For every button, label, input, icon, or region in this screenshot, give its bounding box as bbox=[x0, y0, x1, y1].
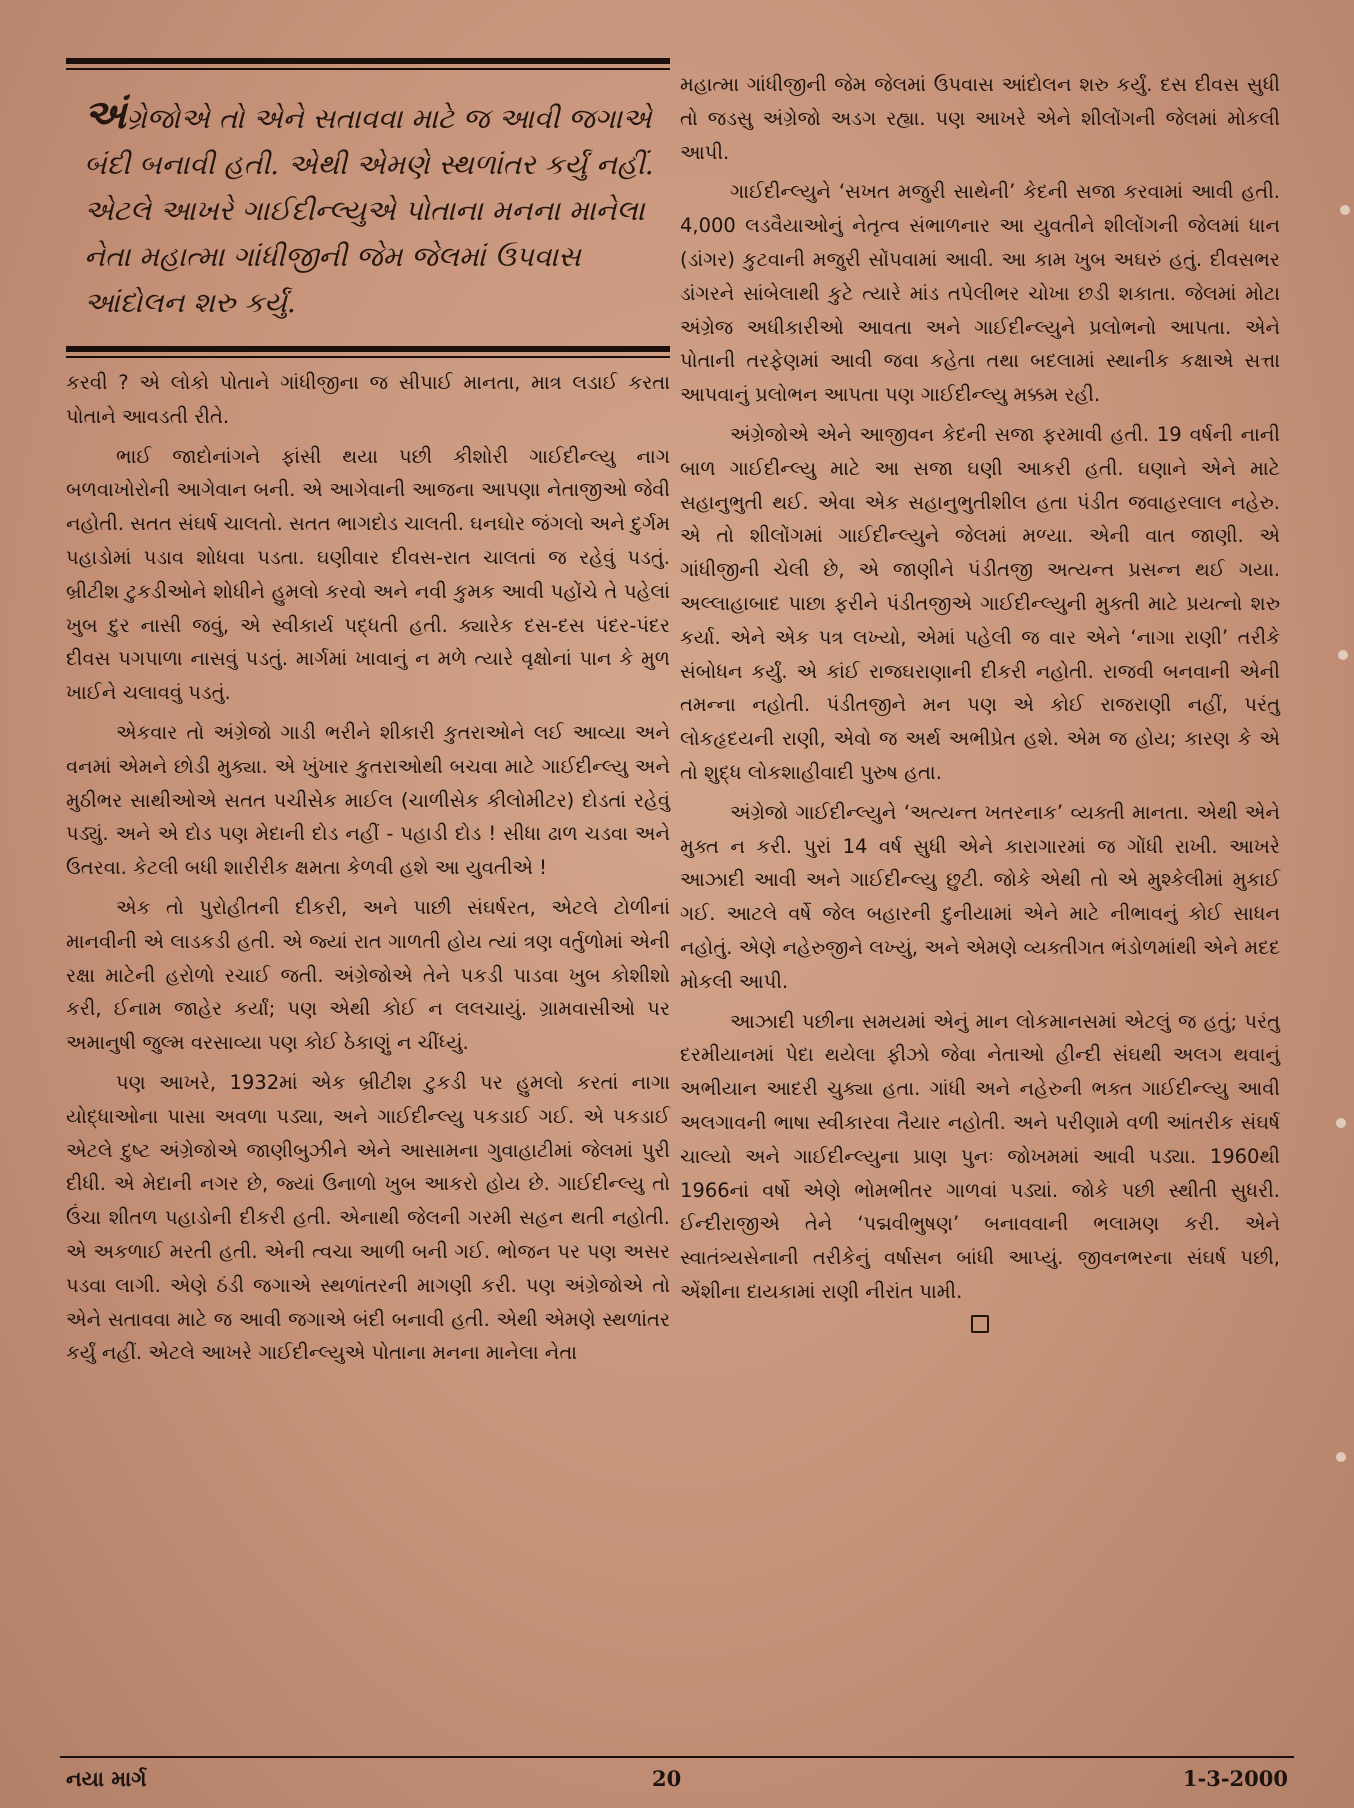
right-paragraph-5: આઝાદી પછીના સમયમાં એનું માન લોકમાનસમાં એટલું જ હતું; પરંતુ દરમીયાનમાં પેદા થયેલા ફીઝો જેવા નેતાઓ હીન્દી સંઘથી અલગ થવાનું અભીયાન આદરી ચુક્યા હતા. ગાંધી અને નહેરુની ભક્ત ગાઈદીન્લ્યુ આવી અલગાવની ભાષા સ્વીકારવા તૈયાર નહોતી. અને પરીણામે વળી આંતરીક સંઘર્ષ ચાલ્યો અને ગાઈદીન્લ્યુના પ્રાણ પુનઃ જોખમમાં આવી પડ્યા. 1960થી 1966નાં વર્ષો એણે ભોમભીતર ગાળવાં પડ્યાં. જોકે પછી સ્થીતી સુધરી. ઈન્દીરાજીએ તેને ‘પદ્મવીભુષણ’ બનાવવાની ભલામણ કરી. એને સ્વાતંત્ર્યસેનાની તરીકેનું વર્ષાસન બાંધી આપ્યું. જીવનભરના સંઘર્ષ પછી, એંશીના દાયકામાં રાણી નીરાંત પામી. bbox=[680, 1009, 1280, 1303]
paper-tear-mark bbox=[1336, 1118, 1346, 1128]
pull-quote bbox=[66, 70, 670, 346]
right-paragraph-2: ગાઈદીન્લ્યુને ‘સખત મજુરી સાથેની’ કેદની સજા કરવામાં આવી હતી. 4,000 લડવૈયાઓનું નેતૃત્વ સંભાળનાર આ યુવતીને શીલોંગની જેલમાં ધાન (ડાંગર) કુટવાની મજુરી સોંપવામાં આવી. આ કામ ખુબ અઘરું હતું. દીવસભર ડાંગરને સાંબેલાથી કુટે ત્યારે માંડ તપેલીભર ચોખા છડી શકાતા. જેલમાં મોટા અંગ્રેજ અધીકારીઓ આવતા અને ગાઈદીન્લ્યુને પ્રલોભનો આપતા. એને પોતાની તરફેણમાં આવી જવા કહેતા તથા બદલામાં સ્થાનીક કક્ષાએ સત્તા આપવાનું પ્રલોભન આપતા પણ ગાઈદીન્લ્યુ મક્કમ રહી. bbox=[680, 180, 1280, 407]
pull-quote-dropcap: અં bbox=[84, 91, 127, 138]
left-paragraph-2: ભાઈ જાદોનાંગને ફાંસી થયા પછી કીશોરી ગાઈદીન્લ્યુ નાગ બળવાખોરોની આગેવાન બની. એ આગેવાની આજના આપણા નેતાજીઓ જેવી નહોતી. સતત સંઘર્ષ ચાલતો. સતત ભાગદોડ ચાલતી. ઘનઘોર જંગલો અને દુર્ગમ પહાડોમાં પડાવ શોધવા પડતા. ઘણીવાર દીવસ-રાત ચાલતાં જ રહેવું પડતું. બ્રીટીશ ટુકડીઓને શોધીને હુમલો કરવો અને નવી કુમક આવી પહોંચે તે પહેલાં ખુબ દુર નાસી જવું, એ સ્વીકાર્ય પદ્ધતી હતી. ક્યારેક દસ-દસ પંદર-પંદર દીવસ પગપાળા નાસવું પડતું. માર્ગમાં ખાવાનું ન મળે ત્યારે વૃક્ષોનાં પાન કે મુળ ખાઈને ચલાવવું પડતું. bbox=[66, 444, 670, 705]
pull-quote-text: ગ્રેજોએ તો એને સતાવવા માટે જ આવી જગાએ બંદી બનાવી હતી. એથી એમણે સ્થળાંતર કર્યું નહીં. એટલે આખરે ગાઈદીન્લ્યુએ પોતાના મનના માનેલા નેતા મહાત્મા ગાંધીજીની જેમ જેલમાં ઉપવાસ આંદોલન શરુ કર્યું. bbox=[84, 102, 654, 319]
left-column-text bbox=[66, 366, 670, 1370]
right-column bbox=[680, 68, 1280, 1338]
pull-quote-bottom-thin-rule bbox=[66, 356, 670, 358]
paper-tear-mark bbox=[1336, 1452, 1346, 1462]
page-number: 20 bbox=[652, 1766, 682, 1791]
right-paragraph-3: અંગ્રેજોએ એને આજીવન કેદની સજા ફરમાવી હતી. 19 વર્ષની નાની બાળ ગાઈદીન્લ્યુ માટે આ સજા ઘણી આકરી હતી. ઘણાને એને માટે સહાનુભુતી થઈ. એવા એક સહાનુભુતીશીલ હતા પંડીત જવાહરલાલ નહેરુ. એ તો શીલોંગમાં ગાઈદીન્લ્યુને જેલમાં મળ્યા. એની વાત જાણી. એ ગાંધીજીની ચેલી છે, એ જાણીને પંડીતજી અત્યન્ત પ્રસન્ન થઈ ગયા. અલ્લાહાબાદ પાછા ફરીને પંડીતજીએ ગાઈદીન્લ્યુની મુક્તી માટે પ્રયત્નો શરુ કર્યા. એને એક પત્ર લખ્યો, એમાં પહેલી જ વાર એને ‘નાગા રાણી’ તરીકે સંબોધન કર્યું. એ કાંઈ રાજઘરાણાની દીકરી નહોતી. રાજવી બનવાની એની તમન્ના નહોતી. પંડીતજીને મન પણ એ કોઈ રાજરાણી નહીં, પરંતુ લોકહૃદયની રાણી, એવો જ અર્થ અભીપ્રેત હશે. એમ જ હોય; કારણ કે એ તો શુદ્ધ લોકશાહીવાદી પુરુષ હતા. bbox=[680, 422, 1280, 784]
pull-quote-bottom-rule bbox=[66, 346, 670, 352]
issue-date: 1-3-2000 bbox=[1182, 1766, 1288, 1791]
right-column-text bbox=[680, 68, 1280, 1309]
right-paragraph-1: મહાત્મા ગાંધીજીની જેમ જેલમાં ઉપવાસ આંદોલન શરુ કર્યું. દસ દીવસ સુધી તો જડસુ અંગ્રેજો અડગ રહ્યા. પણ આખરે એને શીલોંગની જેલમાં મોકલી આપી. bbox=[680, 73, 1280, 164]
page-footer bbox=[66, 1766, 1288, 1796]
left-paragraph-5: પણ આખરે, 1932માં એક બ્રીટીશ ટુકડી પર હુમલો કરતાં નાગા યોદ્ધાઓના પાસા અવળા પડ્યા, અને ગાઈદીન્લ્યુ પકડાઈ ગઈ. એ પકડાઈ એટલે દુષ્ટ અંગ્રેજોએ જાણીબુઝીને એને આસામના ગુવાહાટીમાં જેલમાં પુરી દીધી. એ મેદાની નગર છે, જ્યાં ઉનાળો ખુબ આકરો હોય છે. ગાઈદીન્લ્યુ તો ઉંચા શીતળ પહાડોની દીકરી હતી. એનાથી જેલની ગરમી સહન થતી નહોતી. એ અકળાઈ મરતી હતી. એની ત્વચા આળી બની ગઈ. ભોજન પર પણ અસર પડવા લાગી. એણે ઠંડી જગાએ સ્થળાંતરની માગણી કરી. પણ અંગ્રેજોએ તો એને સતાવવા માટે જ આવી જગાએ બંદી બનાવી હતી. એથી એમણે સ્થળાંતર કર્યું નહીં. એટલે આખરે ગાઈદીન્લ્યુએ પોતાના મનના માનેલા નેતા bbox=[66, 1070, 670, 1365]
left-paragraph-3: એકવાર તો અંગ્રેજો ગાડી ભરીને શીકારી કુતરાઓને લઈ આવ્યા અને વનમાં એમને છોડી મુક્યા. એ ખુંખાર કુતરાઓથી બચવા માટે ગાઈદીન્લ્યુ અને મુઠીભર સાથીઓએ સતત પચીસેક માઈલ (ચાળીસેક કીલોમીટર) દોડતાં રહેવું પડ્યું. અને એ દોડ પણ મેદાની દોડ નહીં - પહાડી દોડ ! સીધા ઢાળ ચડવા અને ઉતરવા. કેટલી બધી શારીરીક ક્ષમતા કેળવી હશે આ યુવતીએ ! bbox=[66, 720, 670, 880]
left-column bbox=[66, 58, 670, 1370]
paper-tear-mark bbox=[1340, 205, 1350, 215]
right-paragraph-4: અંગ્રેજો ગાઈદીન્લ્યુને ‘અત્યન્ત ખતરનાક’ વ્યક્તી માનતા. એથી એને મુક્ત ન કરી. પુરાં 14 વર્ષ સુધી એને કારાગારમાં જ ગોંધી રાખી. આખરે આઝાદી આવી અને ગાઈદીન્લ્યુ છુટી. જોકે એથી તો એ મુશ્કેલીમાં મુકાઈ ગઈ. આટલે વર્ષે જેલ બહારની દુનીયામાં એને માટે નીભાવનું કોઈ સાધન નહોતું. એણે નહેરુજીને લખ્યું, અને એમણે વ્યક્તીગત ભંડોળમાંથી એને મદદ મોકલી આપી. bbox=[680, 800, 1280, 993]
end-square-icon bbox=[971, 1315, 989, 1333]
left-paragraph-4: એક તો પુરોહીતની દીકરી, અને પાછી સંઘર્ષરત, એટલે ટોળીનાં માનવીની એ લાડકડી હતી. એ જ્યાં રાત ગાળતી હોય ત્યાં ત્રણ વર્તુળોમાં એની રક્ષા માટેની હરોળો રચાઈ જતી. અંગ્રેજોએ તેને પકડી પાડવા ખુબ કોશીશો કરી, ઈનામ જાહેર કર્યાં; પણ એથી કોઈ ન લલચાયું. ગ્રામવાસીઓ પર અમાનુષી જુલ્મ વરસાવ્યા પણ કોઈ ઠેકાણું ન ચીંધ્યું. bbox=[66, 895, 670, 1055]
paper-tear-mark bbox=[1338, 650, 1348, 660]
pull-quote-top-rule bbox=[66, 58, 670, 64]
footer-rule bbox=[60, 1756, 1294, 1758]
publication-name: નયા માર્ગ bbox=[66, 1766, 147, 1791]
article-end-mark bbox=[680, 1315, 1280, 1338]
left-paragraph-1: કરવી ? એ લોકો પોતાને ગાંધીજીના જ સીપાઈ માનતા, માત્ર લડાઈ કરતા પોતાને આવડતી રીતે. bbox=[66, 371, 670, 428]
